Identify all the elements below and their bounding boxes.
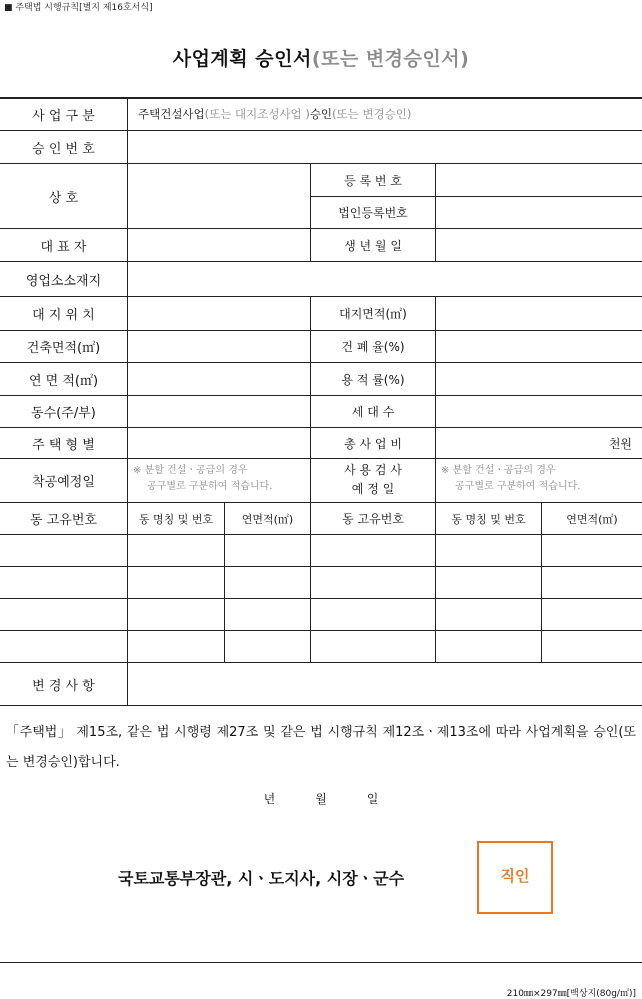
official-seal-text: 직인 (500, 867, 530, 885)
note-line-1: ※ 분할 건설ㆍ공급의 경우 (133, 465, 248, 476)
site-area-field[interactable] (436, 297, 642, 330)
building-name-header-2: 동 명칭 및 번호 (451, 512, 526, 526)
coverage-ratio-label: 건 폐 율(%) (341, 340, 405, 354)
coverage-ratio-field[interactable] (436, 331, 642, 362)
building-id-header-2: 동 고유번호 (342, 512, 404, 526)
households-field[interactable] (436, 396, 642, 427)
footer-divider (0, 962, 642, 963)
building-area-field[interactable] (128, 331, 310, 362)
table-row[interactable] (0, 535, 642, 566)
floor-area-ratio-label: 용 적 률(%) (341, 372, 405, 387)
title-sub: (또는 변경승인서) (311, 48, 470, 70)
total-cost-label: 총 사 업 비 (344, 436, 402, 451)
building-floor-area-header: 연면적(㎡) (241, 512, 294, 526)
office-location-label: 영업소소재지 (25, 273, 102, 289)
floor-area-label: 연 면 적(㎡) (28, 373, 99, 389)
site-location-field[interactable] (128, 297, 310, 330)
use-inspection-line-1: 사 용 검 사 (344, 463, 402, 477)
birth-date-field[interactable] (436, 229, 642, 261)
issuing-authority: 국토교통부장관, 시ㆍ도지사, 시장ㆍ군수 (118, 869, 405, 888)
approval-statement: 「주택법」 제15조, 같은 법 시행령 제27조 및 같은 법 시행규칙 제12조ㆍ제13조에 따라 사업계획을 승인(또는 변경승인)합니다. (6, 725, 636, 770)
building-floor-area-header-2: 연면적(㎡) (566, 512, 618, 526)
floor-area-ratio-field[interactable] (436, 363, 642, 395)
date-month: 월 (315, 792, 327, 806)
building-id-header: 동 고유번호 (30, 513, 97, 528)
corporate-reg-no-label: 법인등록번호 (338, 206, 408, 220)
title-main: 사업계획 승인서 (172, 48, 312, 70)
registration-no-field[interactable] (436, 164, 642, 196)
paper-size-note: 210㎜×297㎜[백상지(80g/㎡)] (506, 989, 636, 999)
business-type-housing: 주택건설사업 (138, 107, 205, 121)
changes-field[interactable] (128, 663, 642, 705)
table-row[interactable] (0, 631, 642, 662)
table-row[interactable] (0, 567, 642, 598)
note-line-2: 공구별로 구분하여 적습니다. (147, 481, 273, 492)
building-area-label: 건축면적(㎡) (26, 341, 101, 356)
table-bottom-border (0, 705, 642, 706)
company-name-label: 상 호 (48, 190, 79, 206)
business-type-label: 사 업 구 분 (32, 108, 95, 124)
office-location-field[interactable] (128, 262, 642, 296)
business-type-land: (또는 대지조성사업 ) (204, 107, 310, 121)
date-day: 일 (366, 792, 379, 806)
households-label: 세 대 수 (351, 405, 395, 419)
construction-start-note (133, 463, 272, 495)
building-count-label: 동수(주/부) (31, 406, 96, 421)
business-type-value (128, 98, 638, 130)
document-title (0, 44, 642, 71)
note-line-1: ※ 분할 건설ㆍ공급의 경우 (441, 465, 556, 476)
business-type-change: (또는 변경승인) (332, 107, 412, 121)
use-inspection-note (441, 463, 580, 495)
total-cost-unit: 천원 (608, 436, 632, 451)
construction-start-label: 착공예정일 (32, 475, 95, 490)
building-count-field[interactable] (128, 396, 310, 427)
birth-date-label: 생 년 월 일 (344, 238, 402, 253)
site-area-label: 대지면적(㎡) (339, 307, 407, 321)
building-name-header: 동 명칭 및 번호 (138, 512, 214, 526)
site-location-label: 대 지 위 치 (32, 308, 95, 323)
corporate-reg-no-field[interactable] (436, 197, 642, 228)
representative-field[interactable] (128, 229, 310, 261)
official-seal-box (477, 841, 553, 914)
form-header-note: ■ 주택법 시행규칙[별지 제16호서식] (4, 3, 153, 13)
note-line-2: 공구별로 구분하여 적습니다. (455, 481, 581, 492)
registration-no-label: 등 록 번 호 (344, 173, 402, 188)
housing-type-field[interactable] (128, 428, 310, 458)
use-inspection-label (311, 461, 435, 499)
changes-label: 변 경 사 항 (32, 678, 95, 694)
use-inspection-line-2: 예 정 일 (351, 482, 395, 496)
issue-date (0, 790, 642, 807)
business-type-approval: 승인 (309, 107, 333, 121)
housing-type-label: 주 택 형 별 (32, 437, 95, 453)
date-year: 년 (263, 792, 276, 806)
approval-no-label: 승 인 번 호 (32, 141, 95, 157)
representative-label: 대 표 자 (40, 239, 87, 255)
company-name-field[interactable] (128, 164, 310, 228)
table-row[interactable] (0, 599, 642, 630)
floor-area-field[interactable] (128, 363, 310, 395)
approval-no-field[interactable] (128, 131, 642, 163)
